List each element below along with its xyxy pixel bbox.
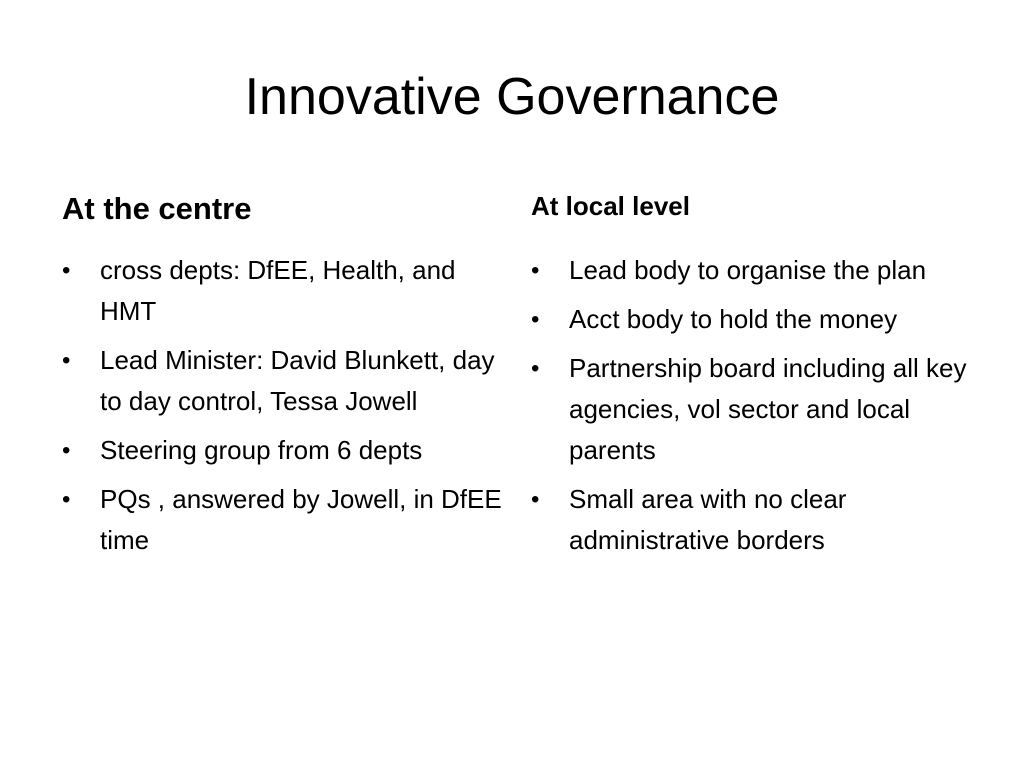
bullet-text: Small area with no clear administrative borders xyxy=(569,484,847,555)
right-column-heading: At local level xyxy=(531,191,690,221)
bullet-text: Lead body to organise the plan xyxy=(569,255,927,285)
bullet-icon: • xyxy=(62,437,71,464)
left-bullet-list xyxy=(62,250,502,569)
bullet-item xyxy=(62,250,502,332)
bullet-text: Acct body to hold the money xyxy=(569,304,898,334)
bullet-item xyxy=(531,348,971,471)
bullet-icon: • xyxy=(62,347,71,374)
bullet-icon: • xyxy=(531,257,540,284)
bullet-icon: • xyxy=(531,355,540,382)
bullet-item xyxy=(531,250,971,291)
bullet-icon: • xyxy=(531,486,540,513)
left-column-heading: At the centre xyxy=(62,191,252,226)
bullet-item xyxy=(531,299,971,340)
bullet-text: Partnership board including all key agencies, vol sector and local parents xyxy=(569,353,967,465)
bullet-item xyxy=(531,479,971,561)
bullet-item xyxy=(62,430,502,471)
bullet-icon: • xyxy=(62,486,71,513)
bullet-text: PQs , answered by Jowell, in DfEE time xyxy=(100,484,502,555)
bullet-text: cross depts: DfEE, Health, and HMT xyxy=(100,255,456,326)
bullet-text: Steering group from 6 depts xyxy=(100,435,423,465)
bullet-icon: • xyxy=(62,257,71,284)
bullet-item xyxy=(62,340,502,422)
bullet-icon: • xyxy=(531,306,540,333)
right-bullet-list xyxy=(531,250,971,569)
bullet-item xyxy=(62,479,502,561)
bullet-text: Lead Minister: David Blunkett, day to day control, Tessa Jowell xyxy=(100,345,495,416)
slide-title: Innovative Governance xyxy=(244,68,780,126)
